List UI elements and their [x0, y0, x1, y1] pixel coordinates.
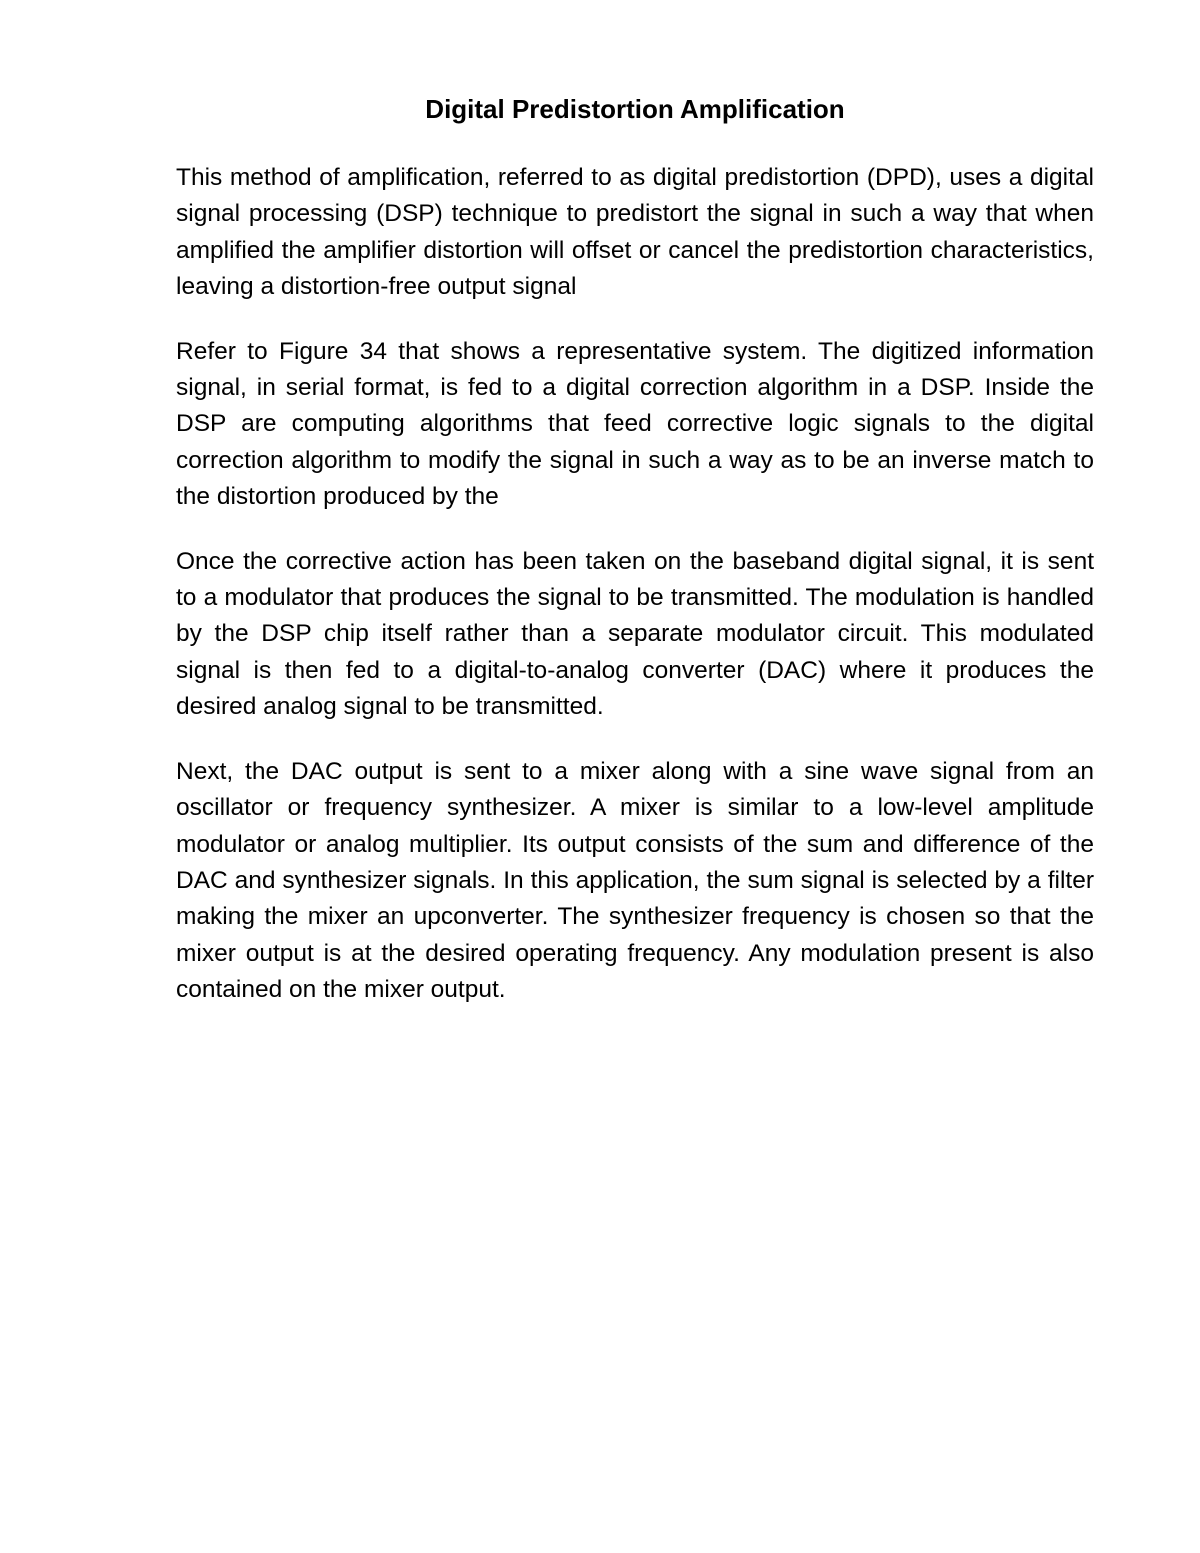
- document-title: Digital Predistortion Amplification: [425, 94, 845, 124]
- document-body: [176, 90, 1094, 1037]
- paragraph-figure-reference: Refer to Figure 34 that shows a representative system. The digitized information signal, in serial format, is fed to a digital correction algorithm in a DSP. Inside the DSP are computing algorithms that feed corrective logic signals to the digital correction algorithm to modify the signal in such a way as to be an inverse match to the distortion produced by the: [176, 337, 1094, 511]
- paragraph-dpd-intro: This method of amplification, referred to as digital predistortion (DPD), uses a digital signal processing (DSP) technique to predistort the signal in such a way that when amplified the amplifier distortion will offset or cancel the predistortion characteristics, leaving a distortion-free output signal: [176, 164, 1094, 301]
- paragraph-mixer: Next, the DAC output is sent to a mixer along with a sine wave signal from an oscillator or frequency synthesizer. A mixer is similar to a low-level amplitude modulator or analog multiplier. Its output consists of the sum and difference of the DAC and synthesizer signals. In this application, the sum signal is selected by a filter making the mixer an upconverter. The synthesizer frequency is chosen so that the mixer output is at the desired operating frequency. Any modulation present is also contained on the mixer output.: [176, 757, 1094, 1004]
- paragraph-modulation: Once the corrective action has been taken on the baseband digital signal, it is sent to a modulator that produces the signal to be transmitted. The modulation is handled by the DSP chip itself rather than a separate modulator circuit. This modulated signal is then fed to a digital-to-analog converter (DAC) where it produces the desired analog signal to be transmitted.: [176, 547, 1094, 721]
